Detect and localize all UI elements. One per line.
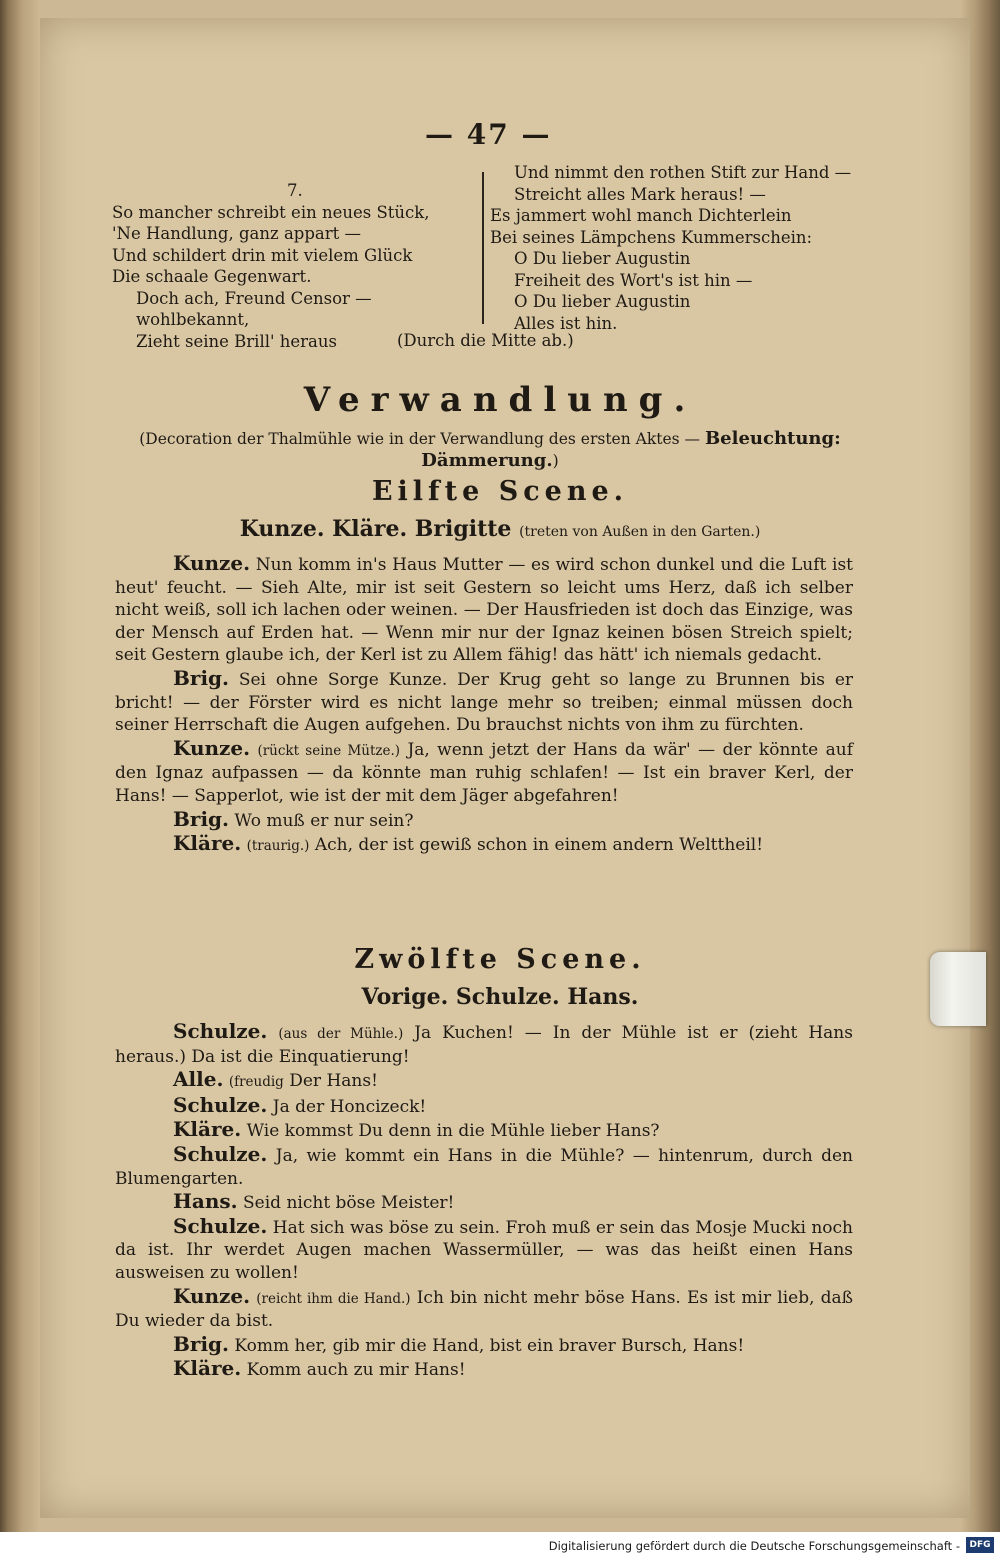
scene-eleven-heading: Eilfte Scene.: [371, 476, 629, 507]
line-text: Sei ohne Sorge Kunze. Der Krug geht so lange zu Brunnen bis er bricht! — der Förster wird es nicht lange mehr so treiben; einmal müssen doch seiner Herrschaft die Augen aufgehen. Du brauchst nichts von ihm zu fürchten.: [115, 669, 854, 736]
page-clip-marker: [930, 952, 986, 1026]
stage-direction: (rückt seine Mütze.): [257, 742, 401, 759]
poem-line: Und nimmt den rothen Stift zur Hand —: [514, 163, 852, 182]
stage-direction: (traurig.): [246, 838, 310, 855]
line-text: Komm her, gib mir die Hand, bist ein braver Bursch, Hans!: [234, 1335, 745, 1356]
line-text: Ich bin nicht mehr böse Hans. Es ist mir lieb, daß Du wieder da bist.: [115, 1287, 854, 1332]
dialogue-line: [115, 1020, 853, 1068]
dialogue-line: [115, 1118, 853, 1143]
speaker-name: Schulze.: [173, 1141, 268, 1166]
speaker-name: Schulze.: [173, 1019, 268, 1043]
stage-direction: (freudig: [228, 1074, 284, 1091]
dialogue-line: [115, 552, 853, 667]
dialogue-line: [115, 1094, 853, 1119]
poem-line: Es jammert wohl manch Dichterlein: [490, 206, 792, 225]
line-text: Komm auch zu mir Hans!: [246, 1360, 466, 1381]
poem-line: Zieht seine Brill' heraus: [136, 331, 337, 351]
line-text: Ja Kuchen! — In der Mühle ist er (zieht Hans heraus.) Da ist die Einquatierung!: [115, 1023, 853, 1067]
speaker-name: Kläre.: [173, 831, 242, 856]
line-text: Nun komm in's Haus Mutter — es wird schon dunkel und die Luft ist heut' feucht. — Sieh Alte, mir ist seit Gestern so leicht ums Herz, daß ich selber nicht weiß, soll ich lachen oder weinen. — Der Hausfrieden ist doch das Einzige, was der Mensch auf Erden hat. — Wenn mir nur der Ignaz keinen bösen Streich spielt; seit Gestern glaube ich, der Kerl ist zu Allem fähig! das hätt' ich niemals gedacht.: [115, 555, 854, 666]
dialogue-line: [115, 808, 853, 833]
dialogue-line: [115, 1285, 853, 1333]
poem-line: So mancher schreibt ein neues Stück,: [112, 202, 430, 222]
decoration-close: ): [552, 452, 559, 470]
dialogue-line: [115, 1215, 853, 1285]
dialogue-line: [115, 1068, 853, 1094]
speaker-name: Kläre.: [173, 1117, 242, 1142]
speaker-name: Brig.: [173, 806, 229, 831]
poem-line: 'Ne Handlung, ganz appart —: [112, 224, 362, 243]
speaker-name: Alle.: [173, 1067, 224, 1092]
speaker-name: Kläre.: [173, 1356, 242, 1381]
scene-twelve-heading: Zwölfte Scene.: [354, 944, 646, 975]
line-text: Ach, der ist gewiß schon in einem andern Welttheil!: [314, 835, 764, 856]
poem-line: Bei seines Lämpchens Kummerschein:: [490, 227, 813, 247]
speaker-name: Schulze.: [173, 1092, 268, 1117]
funding-credit: Digitalisierung gefördert durch die Deutsche Forschungsgemeinschaft -: [548, 1539, 960, 1553]
speaker-name: Brig.: [173, 665, 229, 690]
stage-direction: (aus der Mühle.): [278, 1026, 404, 1042]
dialogue-line: [115, 737, 853, 808]
dialogue-line: [115, 1357, 853, 1382]
line-text: Wo muß er nur sein?: [234, 810, 414, 831]
dfg-logo: DFG: [966, 1537, 994, 1553]
poem-line: O Du lieber Augustin: [514, 249, 691, 268]
decoration-text: (Decoration der Thalmühle wie in der Verwandlung des ersten Aktes —: [139, 430, 700, 448]
scene-twelve-cast: Vorige. Schulze. Hans.: [361, 984, 639, 1010]
cast-names: Kunze. Kläre. Brigitte: [239, 516, 512, 542]
stanza-number: 7.: [287, 181, 303, 200]
speaker-name: Brig.: [173, 1331, 229, 1356]
poem-line: Streicht alles Mark heraus! —: [514, 184, 766, 204]
dialogue-line: [115, 1190, 853, 1215]
footer-bar: [0, 1532, 1000, 1558]
poem-line: Die schaale Gegenwart.: [112, 267, 312, 286]
transformation-heading: Verwandlung.: [303, 380, 697, 420]
scene-eleven-cast: [0, 516, 1000, 542]
line-text: Ja der Honcizeck!: [272, 1096, 427, 1117]
line-text: Der Hans!: [289, 1071, 378, 1092]
column-divider: [482, 172, 484, 324]
line-text: Seid nicht böse Meister!: [243, 1193, 455, 1214]
speaker-name: Kunze.: [173, 551, 251, 575]
page-number: — 47 —: [425, 118, 552, 151]
line-text: Ja, wie kommt ein Hans in die Mühle? — hintenrum, durch den Blumengarten.: [115, 1145, 854, 1189]
poem-line: Freiheit des Wort's ist hin —: [514, 270, 753, 290]
speaker-name: Kunze.: [173, 735, 251, 760]
lighting-label: Beleuchtung: Dämmerung.: [421, 428, 841, 471]
line-text: Ja, wenn jetzt der Hans da wär' — der könnte auf den Ignaz aufpassen — da könnte man ruhig schlafen! — Ist ein braver Kerl, der Hans! — Sapperlot, wie ist der mit dem Jäger abgefahren!: [115, 739, 853, 806]
cast-direction: (treten von Außen in den Garten.): [519, 524, 761, 540]
dialogue-line: [115, 1333, 853, 1358]
speaker-name: Hans.: [173, 1189, 238, 1214]
line-text: Hat sich was böse zu sein. Froh muß er sein das Mosje Mucki noch da ist. Ihr werdet Augen machen Wassermüller, — was das heißt einen Hans ausweisen zu wollen!: [115, 1217, 853, 1283]
dialogue-line: [115, 1143, 853, 1190]
dialogue-line: [115, 832, 853, 858]
stage-direction-exit: (Durch die Mitte ab.): [397, 331, 574, 350]
scene-eleven-dialogue: [115, 552, 853, 858]
stage-direction: (reicht ihm die Hand.): [256, 1290, 411, 1307]
poem-line: Alles ist hin.: [514, 313, 618, 333]
poem-line: Und schildert drin mit vielem Glück: [112, 245, 413, 265]
poem-right-column: [490, 162, 870, 334]
line-text: Wie kommst Du denn in die Mühle lieber Hans?: [246, 1121, 660, 1142]
poem-left-column: [112, 180, 472, 352]
decoration-note: [114, 428, 866, 472]
scene-twelve-dialogue: [115, 1020, 853, 1382]
poem-line: O Du lieber Augustin: [514, 292, 691, 311]
poem-line: Doch ach, Freund Censor — wohlbekannt,: [136, 288, 372, 329]
speaker-name: Schulze.: [173, 1213, 268, 1238]
speaker-name: Kunze.: [173, 1283, 251, 1308]
dialogue-line: [115, 667, 853, 737]
